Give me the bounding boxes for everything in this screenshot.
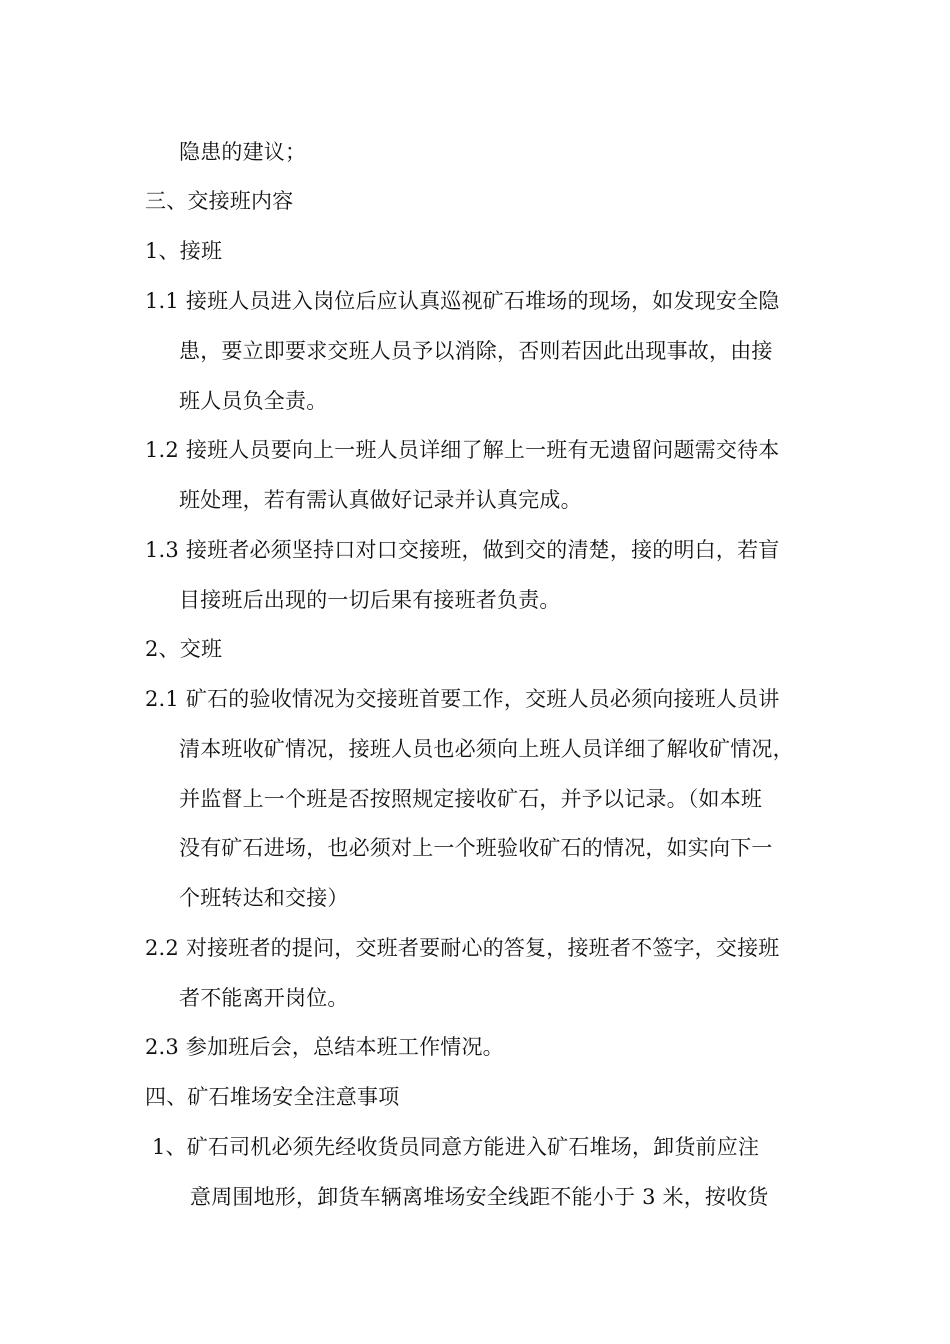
text-line: 者不能离开岗位。 [179,986,349,1010]
text-line: 1.3 接班者必须坚持口对口交接班，做到交的清楚，接的明白，若盲 [145,538,780,562]
text-line: 1、矿石司机必须先经收货员同意方能进入矿石堆场，卸货前应注 [152,1135,760,1159]
text-line: 1.1 接班人员进入岗位后应认真巡视矿石堆场的现场，如发现安全隐 [145,289,780,313]
subsection-heading: 2、交班 [145,637,223,661]
text-line: 隐患的建议； [179,140,307,164]
section-heading: 四、矿石堆场安全注意事项 [145,1085,400,1109]
section-heading: 三、交接班内容 [145,189,294,213]
text-line: 没有矿石进场，也必须对上一个班验收矿石的情况，如实向下一 [179,836,773,860]
text-line: 2.2 对接班者的提问，交班者要耐心的答复，接班者不签字，交接班 [145,936,780,960]
text-line: 班处理，若有需认真做好记录并认真完成。 [179,488,582,512]
text-line: 并监督上一个班是否按照规定接收矿石，并予以记录。（如本班 [179,787,763,811]
text-line: 患，要立即要求交班人员予以消除，否则若因此出现事故，由接 [179,339,773,363]
subsection-heading: 1、接班 [145,239,223,263]
text-line: 班人员负全责。 [179,389,328,413]
text-line: 意周围地形，卸货车辆离堆场安全线距不能小于 3 米，按收货 [190,1185,769,1209]
text-line: 1.2 接班人员要向上一班人员详细了解上一班有无遗留问题需交待本 [145,438,780,462]
text-line: 个班转达和交接） [179,886,349,910]
text-line: 2.1 矿石的验收情况为交接班首要工作，交班人员必须向接班人员讲 [145,687,780,711]
text-line: 目接班后出现的一切后果有接班者负责。 [179,588,561,612]
text-line: 2.3 参加班后会，总结本班工作情况。 [145,1035,504,1059]
text-line: 清本班收矿情况，接班人员也必须向上班人员详细了解收矿情况， [179,737,794,761]
